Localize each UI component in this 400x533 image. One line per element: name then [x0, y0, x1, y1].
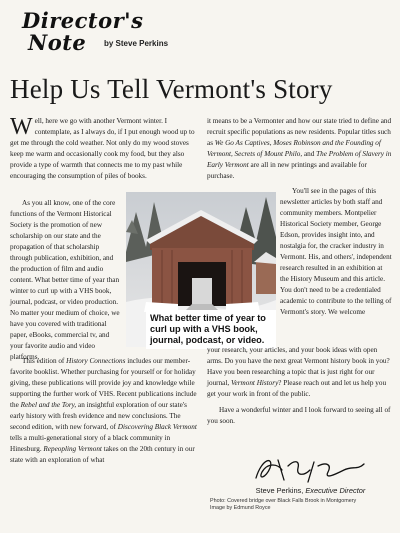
publications-paragraph: [10, 356, 198, 466]
photo-credit: [210, 498, 395, 512]
problem-of-slavery-title: The Problem of Slavery in Early Vermont: [207, 150, 392, 169]
publications-text-4: tells a multi-generational story of a black community in Hinesburg.: [10, 434, 171, 453]
discovering-black-vermont-title: Discovering Black Vermont: [117, 423, 197, 431]
masthead-byline: by Steve Perkins: [104, 39, 169, 48]
titles-text-3: are all in new printings and available for purchase.: [207, 161, 367, 180]
invitation-text-2: ? Please reach out and let us help you get your work in front of the public.: [207, 379, 387, 398]
community-paragraph: [280, 186, 392, 318]
drop-cap: W: [10, 114, 33, 140]
signoff-name: Steve Perkins,: [255, 486, 306, 495]
community-text: You'll see in the pages of this newsletter articles by both staff and community members. Montpelier Historical Society member, George Edson, provides insight into, and nostalgia for, the cracker industry in Vermont. His, and others', independent research resulted in an exhibition at the History Museum and this article. You don't need to be a credentialed academic to contribute to the telling of Vermont's story. We welcome: [280, 187, 392, 316]
signoff-title: Executive Director: [305, 486, 366, 495]
invitation-text-1: your research, your articles, and your book ideas with open arms. Do you have the next great Vermont history book in you? Have you been researching a topic that is just right for our journal,: [207, 346, 390, 387]
history-connections-title: History Connections: [66, 357, 126, 365]
vermont-history-journal-title: Vermont History: [230, 379, 279, 387]
titles-paragraph: [207, 116, 392, 182]
repeopling-vermont-title: Repeopling Vermont: [43, 445, 102, 453]
photo-credit-line1: Photo: Covered bridge over Black Falls Brook in Montgomery: [210, 498, 357, 504]
rebel-tory-title: Rebel and the Tory,: [20, 401, 77, 409]
masthead: [22, 10, 272, 60]
publications-text-3: an insightful exploration of our state's early history with fresh evidence and new conclusions. The second edition, with new forward, of: [10, 401, 187, 431]
publications-text-2: includes our member-favorite booklist. Whether purchasing for yourself or for holiday giving, these publications will provide joy and knowledge while supporting the further work of VHS. Recent publications include the: [10, 357, 197, 409]
intro-paragraph: [10, 116, 198, 182]
closing-text: Have a wonderful winter and I look forward to seeing all of you soon.: [207, 406, 391, 425]
masthead-title-line2: Note: [28, 30, 87, 55]
invitation-paragraph: [207, 345, 392, 427]
publications-text-5: takes on the 20th century in our state with an exploration of what: [10, 445, 195, 464]
photo-credit-line2: Image by Edmund Royce: [210, 505, 271, 511]
intro-text: ell, here we go with another Vermont winter. I contemplate, as I always do, if I put enough wood up to get me through the cold weather. Not only do my wood stoves keep me warm and occasionally cook my food, but they also provide a type of warmth that connects me to my past while encouraging the consumption of piles of books.: [10, 117, 195, 180]
masthead-title-line1: Director's: [22, 8, 144, 33]
handwritten-signature: [248, 452, 368, 486]
publications-text-1: This edition of: [22, 357, 67, 365]
titles-text-1: it means to be a Vermonter and how our state tried to define and recruit specific populations as new residents. Popular titles such as: [207, 117, 392, 147]
photo-caption: What better time of year to curl up with a VHS book, journal, podcast, or video.: [146, 310, 276, 349]
scholarship-paragraph: [10, 198, 122, 363]
titles-text-2: and: [302, 150, 317, 158]
scholarship-text: As you all know, one of the core functions of the Vermont Historical Society is the promotion of new scholarship on our state and the propagation of that scholarship through publication, exhibition, and the production of film and audio content. What better time of year than winter to curl up with a VHS book, journal, podcast, or video production. No matter your medium of choice, we have you covered with traditional paper, eBooks, commercial tv, and your favorite audio and video platforms.: [10, 199, 120, 361]
page-title: Help Us Tell Vermont's Story: [10, 74, 333, 104]
signoff: [228, 486, 393, 495]
titles-list: We Go As Captives, Moses Robinson and the Founding of Vermont, Secrets of Mount Philo,: [207, 139, 381, 158]
